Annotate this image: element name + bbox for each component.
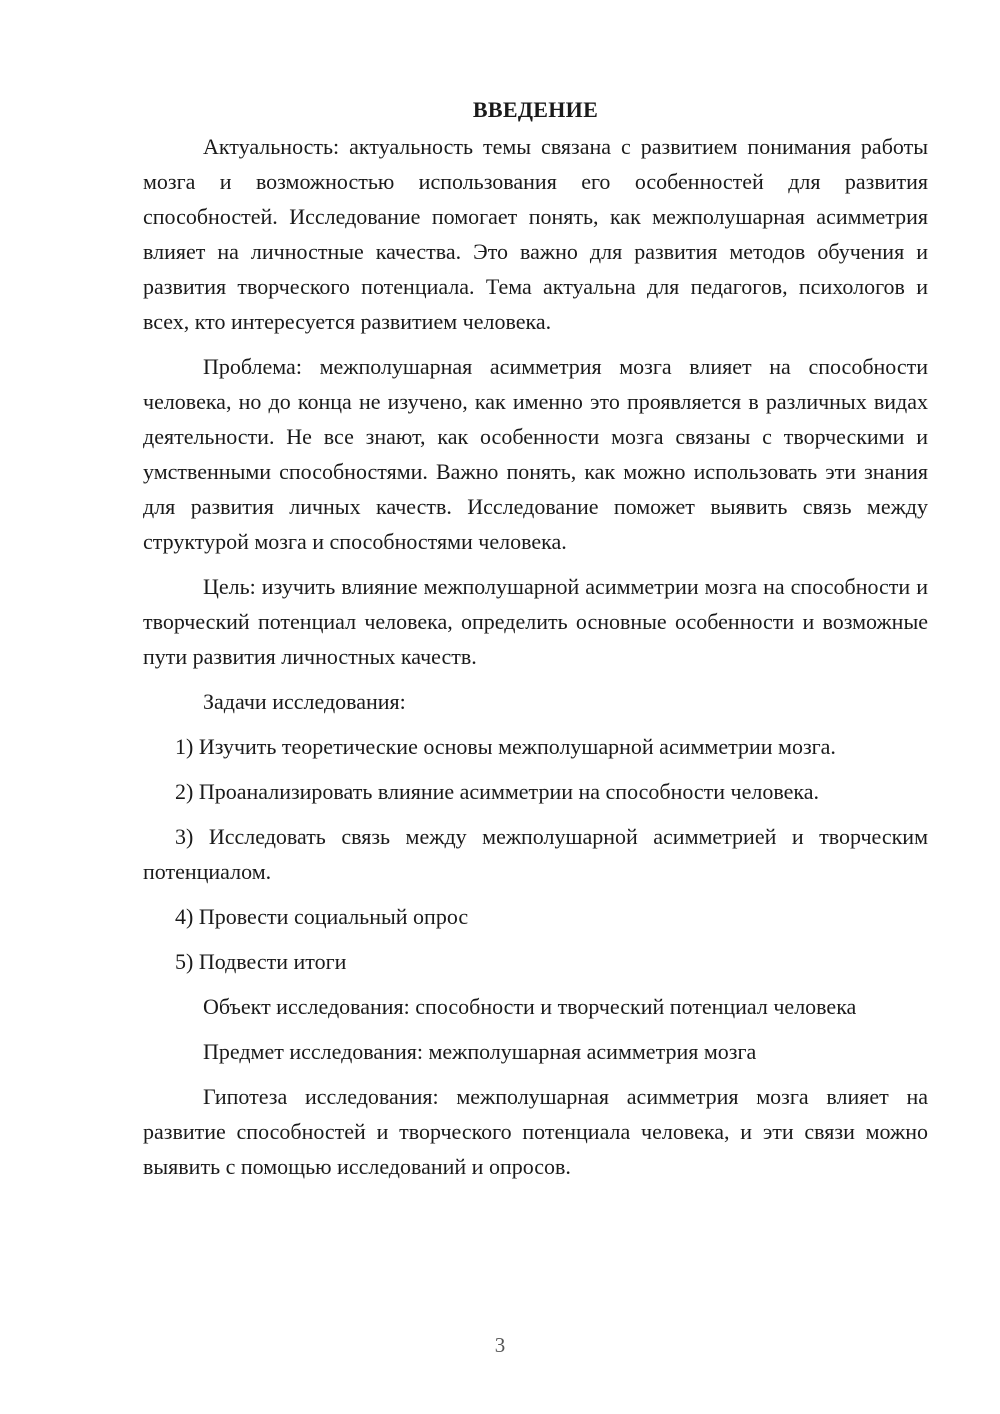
- object-paragraph: Объект исследования: способности и творческий потенциал человека: [203, 994, 857, 1019]
- problem-paragraph: Проблема: межполушарная асимметрия мозга влияет на способности человека, но до конца не изучено, как именно это проявляется в различных видах деятельности. Не все знают, как особенности мозга связаны с творческими и умственными способностями. Важно понять, как можно использовать эти знания для развития личных качеств. Исследование поможет выявить связь между структурой мозга и способностями человека.: [143, 354, 928, 554]
- goal-paragraph: Цель: изучить влияние межполушарной асимметрии мозга на способности и творческий потенциал человека, определить основные особенности и возможные пути развития личностных качеств.: [143, 574, 928, 669]
- subject-paragraph: Предмет исследования: межполушарная асимметрия мозга: [203, 1039, 757, 1064]
- hypothesis-paragraph: Гипотеза исследования: межполушарная асимметрия мозга влияет на развитие способностей и творческого потенциала человека, и эти связи можно выявить с помощью исследований и опросов.: [143, 1084, 928, 1179]
- page-number: 3: [494, 1333, 506, 1357]
- task-item-2: 2) Проанализировать влияние асимметрии на способности человека.: [175, 779, 819, 804]
- task-item-4: 4) Провести социальный опрос: [175, 904, 469, 929]
- task-item-5: 5) Подвести итоги: [175, 949, 347, 974]
- section-title: ВВЕДЕНИЕ: [472, 97, 599, 122]
- task-item-3: 3) Исследовать связь между межполушарной асимметрией и творческим потенциалом.: [143, 824, 928, 884]
- relevance-paragraph: Актуальность: актуальность темы связана с развитием понимания работы мозга и возможностью использования его особенностей для развития способностей. Исследование помогает понять, как межполушарная асимметрия влияет на личностные качества. Это важно для развития методов обучения и развития творческого потенциала. Тема актуальна для педагогов, психологов и всех, кто интересуется развитием человека.: [143, 134, 928, 334]
- tasks-heading: Задачи исследования:: [203, 689, 406, 714]
- document-page: [143, 92, 928, 1194]
- task-item-1: 1) Изучить теоретические основы межполушарной асимметрии мозга.: [175, 734, 836, 759]
